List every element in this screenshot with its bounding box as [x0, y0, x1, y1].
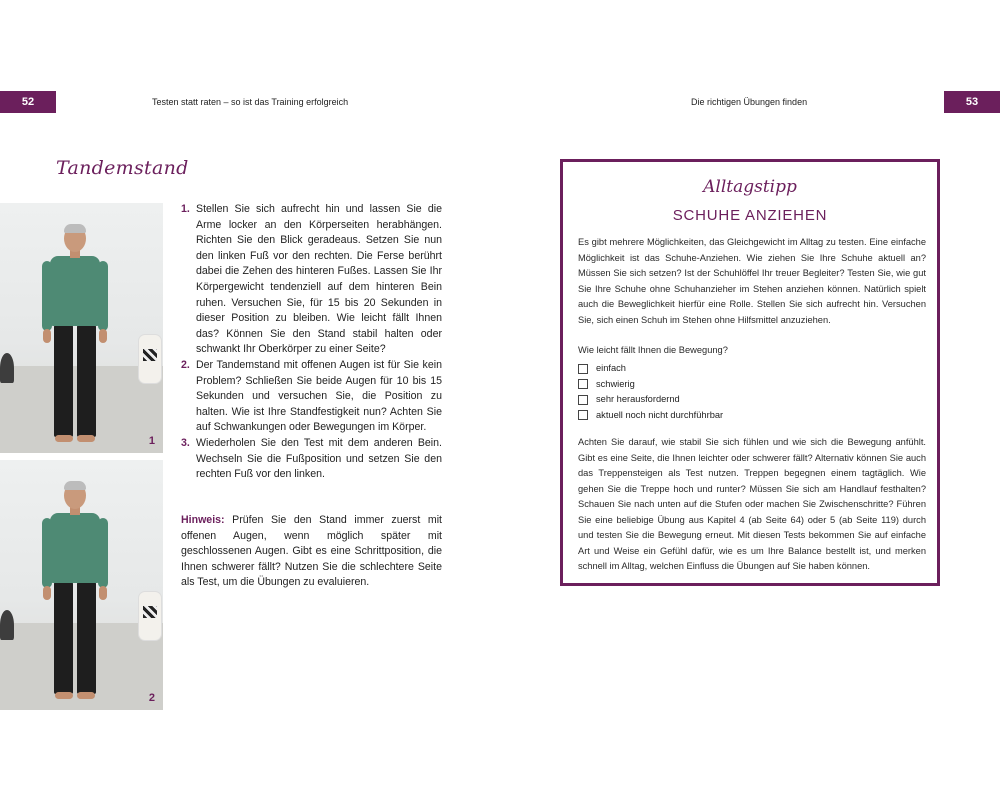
exercise-photo-2: [0, 460, 163, 710]
photo-stool: [0, 610, 14, 640]
step-text: Stellen Sie sich aufrecht hin und lassen Sie die Arme locker an den Körperseiten herabhängen. Richten Sie den Blick geradeaus. Setzen Sie nun den linken Fuß vor den rechten. Die Ferse berührt dabei die Zehen des hinteren Fußes. Lassen Sie Ihr Körpergewicht tendenziell auf dem hinteren Bein ruhen. Versuchen Sie, für 15 bis 20 Sekunden in dieser Position zu bleiben. Wie leicht fällt Ihnen das? Können Sie den Stand stabil halten oder schwankt Ihr Oberkörper zu einer Seite?: [196, 203, 442, 356]
photo-stool: [0, 353, 14, 383]
page-number-right: 53: [944, 91, 1000, 113]
step-number: 2.: [181, 358, 190, 371]
step-number: 3.: [181, 436, 190, 449]
tip-paragraph-1: Es gibt mehrere Möglichkeiten, das Gleichgewicht im Alltag zu testen. Eine einfache Möglichkeit ist das Schuhe-Anziehen. Wie ziehen Sie Ihre Schuhe aktuell an? Müssen Sie sich setzen? Ist der Schuhlöffel Ihr treuer Begleiter? Testen Sie, wie gut Sie Ihre Schuhe ohne Schuhanzieher im Stehen anziehen können. Natürlich spielt auch die Beweglichkeit hierfür eine Rolle. Stellen Sie sich aufrecht hin. Versuchen Sie, sich einen Schuh im Stehen ohne Hilfsmittel anzuziehen.: [578, 237, 926, 325]
exercise-steps: [181, 202, 442, 483]
person-figure: [40, 482, 110, 702]
tip-kicker: Alltagstipp: [703, 177, 797, 197]
running-title-right: Die richtigen Übungen finden: [691, 97, 808, 107]
tip-title: SCHUHE ANZIEHEN: [672, 207, 828, 224]
photo-number: 2: [148, 692, 155, 704]
hint-text: Prüfen Sie den Stand immer zuerst mit offenen Augen, wenn möglich später mit geschlossenen Augen. Gibt es eine Schrittposition, die Ihnen schwerer fällt? Nutzen Sie die schlechtere Seite als Test, um die Übungen zu evaluieren.: [181, 514, 442, 589]
step-item: [181, 358, 442, 436]
option-label: schwierig: [596, 378, 635, 389]
checkbox[interactable]: [578, 410, 588, 420]
step-text: Wiederholen Sie den Test mit dem anderen Bein. Wechseln Sie die Fußposition und setzen Sie den rechten Fuß vor den linken.: [196, 436, 442, 481]
checkbox[interactable]: [578, 364, 588, 374]
photo-number: 1: [148, 435, 155, 447]
option-label: aktuell noch nicht durchführbar: [596, 409, 724, 420]
running-title-left: Testen statt raten – so ist das Training erfolgreich: [152, 97, 349, 107]
hint-paragraph: [181, 513, 442, 591]
hint-label: Hinweis:: [181, 514, 225, 526]
option-label: sehr herausfordernd: [596, 394, 680, 404]
tip-paragraph-2: Achten Sie darauf, wie stabil Sie sich fühlen und wie sich die Bewegung anfühlt. Gibt es eine Seite, die Ihnen leichter oder schwerer fällt? Alternativ können Sie auch das Treppensteigen als Test nutzen. Treppen begegnen einem tagtäglich. Wie gehen Sie die Treppe hoch und runter? Müssen Sie sich am Handlauf festhalten? Schauen Sie nach unten auf die Stufen oder machen Sie Zwischenschritte? Führen Sie eine beliebige Übung aus Kapitel 4 (ab Seite 64) oder 5 (ab Seite 119) durch und testen Sie die Bewegung erneut. Mit diesen Tests bekommen Sie auf einfache Art und Weise ein Gefühl dafür, wie es um Ihre Balance bestellt ist, und merken schnell im Alltag, welchen Einfluss die Übungen auf Sie haben können.: [578, 437, 926, 571]
step-item: [181, 436, 442, 483]
step-text: Der Tandemstand mit offenen Augen ist für Sie kein Problem? Schließen Sie beide Augen für 10 bis 15 Sekunden und versuchen Sie, die Position zu halten. Wie ist Ihre Standfestigkeit nun? Achten Sie auf Schwankungen oder Bewegungen im Körper.: [196, 358, 442, 434]
photo-chair: [139, 592, 161, 640]
checkbox[interactable]: [578, 395, 588, 405]
tip-box: [560, 159, 940, 586]
photo-chair: [139, 335, 161, 383]
step-number: 1.: [181, 203, 190, 215]
step-item: [181, 202, 442, 358]
option-item: [578, 392, 723, 408]
option-item: [578, 408, 723, 424]
page-number-left: 52: [0, 91, 56, 113]
checkbox[interactable]: [578, 379, 588, 389]
option-item: [578, 377, 723, 393]
option-label: einfach: [596, 363, 626, 373]
person-figure: [40, 225, 110, 445]
exercise-photo-1: [0, 203, 163, 453]
tip-question: Wie leicht fällt Ihnen die Bewegung?: [578, 345, 728, 355]
option-item: [578, 361, 723, 377]
tip-options: [578, 361, 723, 423]
section-title: Tandemstand: [56, 157, 189, 179]
